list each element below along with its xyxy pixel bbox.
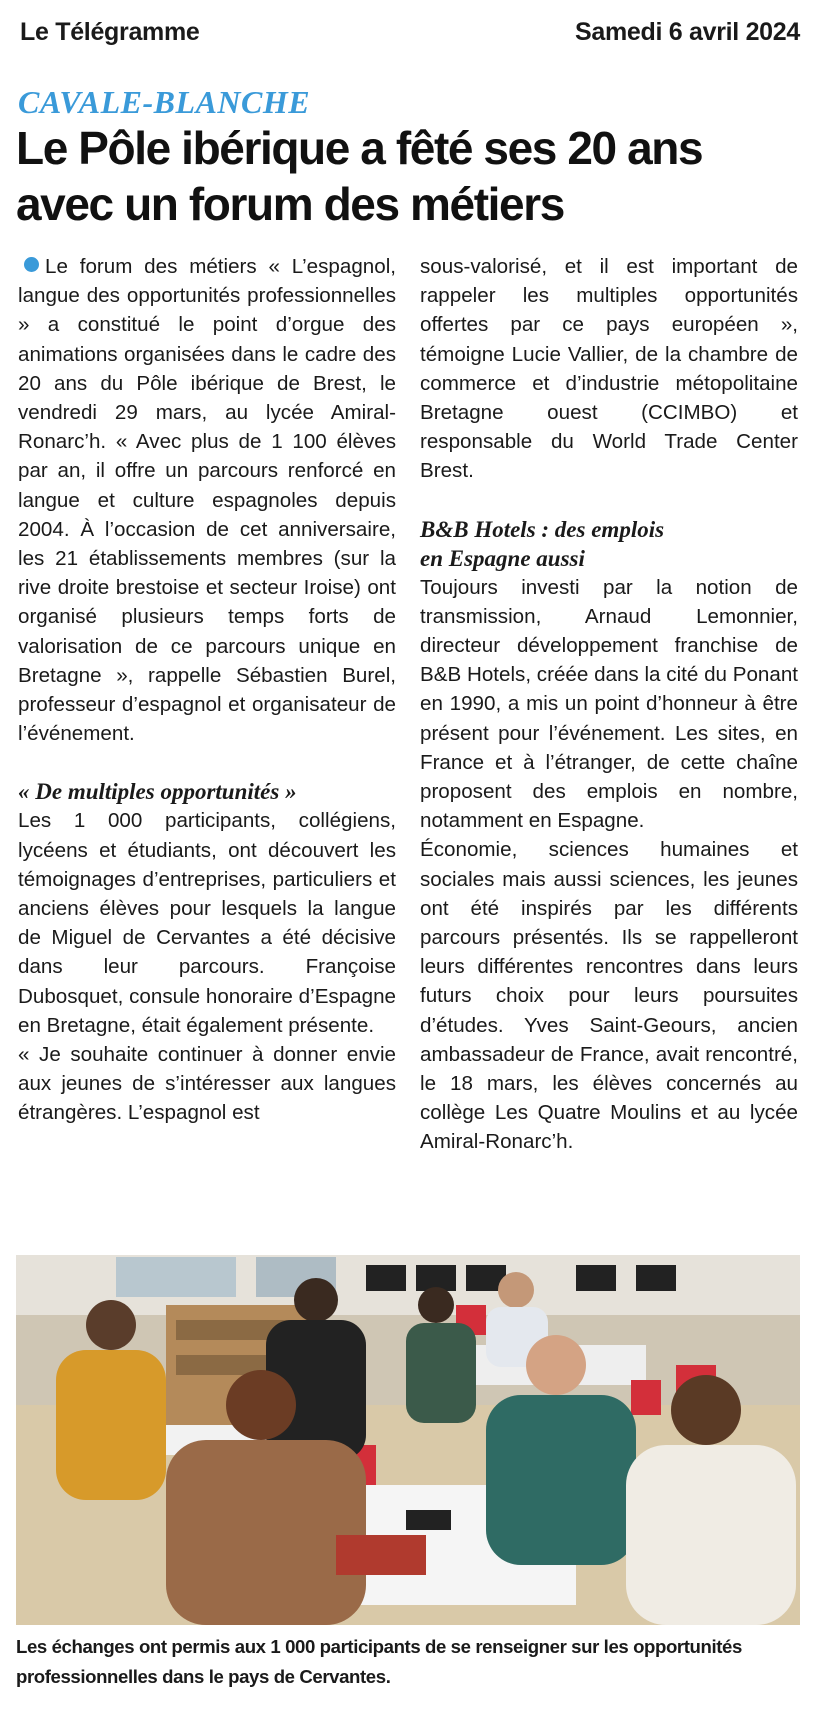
subhead-bb-line-1: B&B Hotels : des emplois — [420, 516, 665, 542]
article-column-right — [420, 252, 798, 1157]
paragraph-bb-hotels: Toujours investi par la notion de transmission, Arnaud Lemonnier, directeur développement franchise de B&B Hotels, créée dans la cité du Ponant en 1990, a mis un point d’honneur à être présent pour l’événement. Les sites, en France et à l’étranger, de cette chaîne proposent des emplois en nombre, notamment en Espagne. — [420, 575, 798, 833]
classroom-photo-illustration — [16, 1255, 800, 1625]
paragraph-quote: « Je souhaite continuer à donner envie aux jeunes de s’intéresser aux langues étrangères. L’espagnol est — [18, 1043, 396, 1125]
article-headline — [16, 120, 806, 232]
issue-date: Samedi 6 avril 2024 — [574, 18, 800, 46]
bullet-icon — [24, 257, 39, 272]
headline-line-1: Le Pôle ibérique a fêté ses 20 ans — [16, 122, 703, 174]
paragraph-economie: Économie, sciences humaines et sociales mais aussi sciences, les jeunes ont été inspirés par les différents parcours présentés. Ils se rappelleront leurs différentes rencontres dans leurs futurs choix pour leurs poursuites d’études. Yves Saint-Geours, ancien ambassadeur de France, avait rencontré, le 18 mars, les élèves concernés au collège Les Quatre Moulins et au lycée Amiral-Ronarc’h. — [420, 838, 798, 1154]
headline-line-2: avec un forum des métiers — [16, 178, 564, 230]
intro-text: Le forum des métiers « L’espagnol, langue des opportunités professionnelles » a constitué le point d’orgue des animations organisées dans le cadre des 20 ans du Pôle ibérique de Brest, le vendredi 29 mars, au lycée Amiral-Ronarc’h. « Avec plus de 1 100 élèves par an, il offre un parcours renforcé en langue et culture espagnoles depuis 2004. À l’occasion de cet anniversaire, les 21 établissements membres (sur la rive droite brestoise et secteur Iroise) ont organisé plusieurs temps forts de valorisation de ce parcours unique en Bretagne », rappelle Sébastien Burel, professeur d’espagnol et organisateur de l’événement. — [18, 255, 396, 746]
article-column-left — [18, 252, 396, 1128]
subhead-bb-line-2: en Espagne aussi — [420, 545, 585, 571]
paragraph-quote-continued: sous-valorisé, et il est important de rappeler les multiples opportunités offertes par ce pays européen », témoigne Lucie Vallier, de la chambre de commerce et d’industrie métopolitaine Bretagne ouest (CCIMBO) et responsable du World Trade Center Brest. — [420, 255, 798, 483]
intro-paragraph — [18, 252, 396, 748]
photo-caption: Les échanges ont permis aux 1 000 participants de se renseigner sur les opportunités professionnelles dans le pays de Cervantes. — [16, 1636, 742, 1687]
paragraph-participants: Les 1 000 participants, collégiens, lycéens et étudiants, ont découvert les témoignages d’entreprises, particuliers et anciens élèves pour lesquels la langue de Miguel de Cervantes a été décisive dans leur parcours. Françoise Dubosquet, consule honoraire d’Espagne en Bretagne, était également présente. — [18, 809, 396, 1037]
subhead-bb-hotels — [420, 515, 798, 573]
newspaper-name: Le Télégramme — [20, 18, 200, 46]
article-kicker: CAVALE-BLANCHE — [18, 84, 311, 120]
article-photo — [16, 1255, 800, 1625]
subhead-opportunities: « De multiples opportunités » — [18, 779, 297, 805]
page-header — [0, 0, 816, 62]
